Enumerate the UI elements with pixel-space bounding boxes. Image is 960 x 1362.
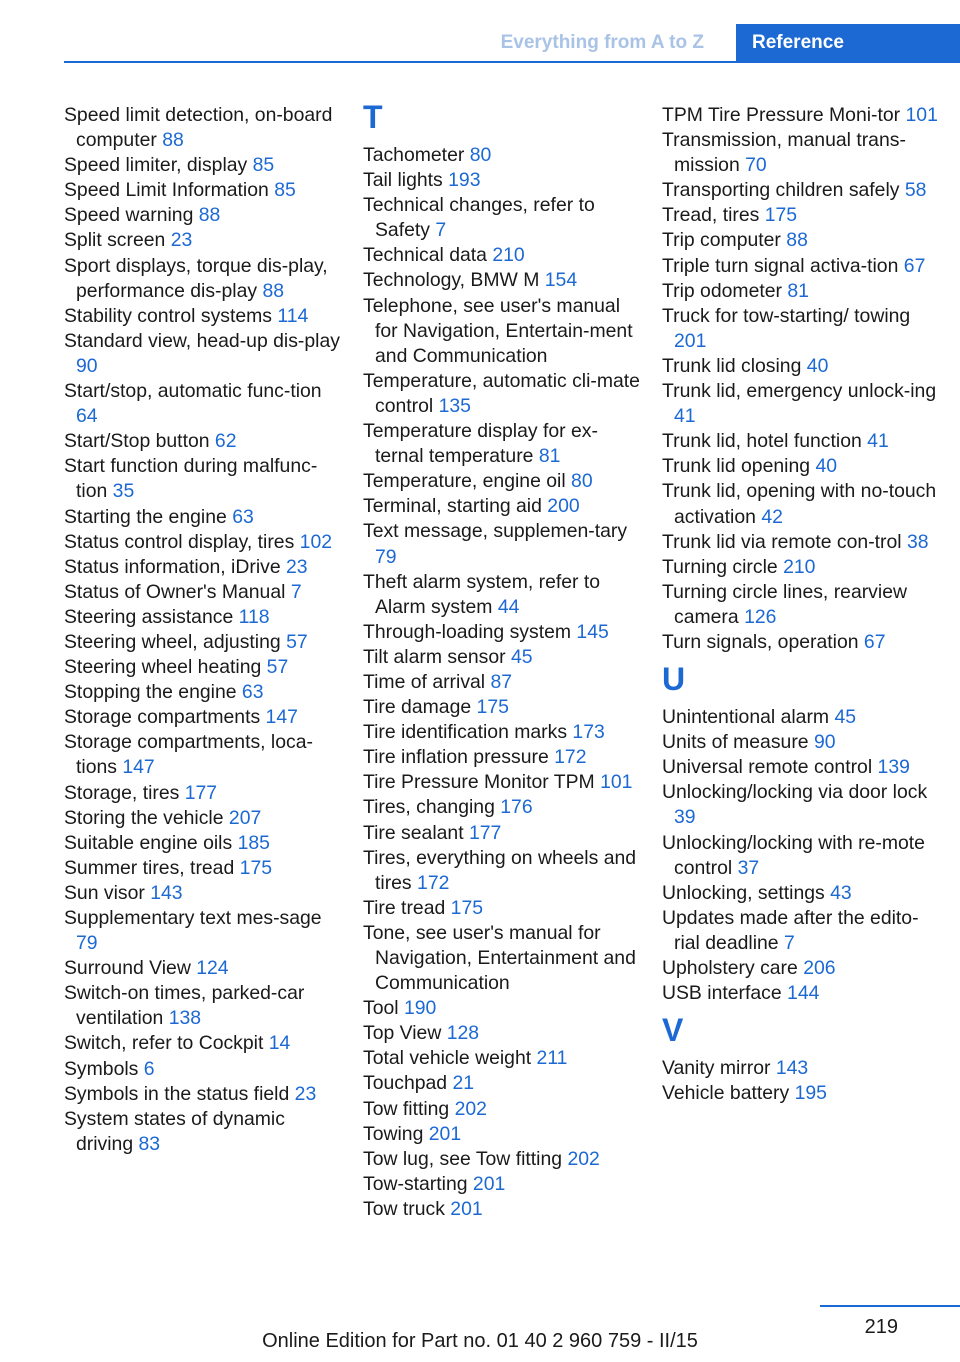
page-reference-link[interactable]: 101 [905, 104, 938, 126]
page-reference-link[interactable]: 14 [268, 1032, 291, 1055]
index-entry [662, 279, 942, 304]
page-reference-link[interactable]: 190 [403, 997, 437, 1020]
index-entry [64, 1057, 344, 1082]
index-term: Tow truck [363, 1197, 445, 1220]
index-list [64, 103, 344, 1157]
index-entry [64, 705, 344, 730]
index-term: Tone, see user's manual for Navigation, Entertainment and Communication [363, 921, 636, 995]
page-reference-link[interactable]: 80 [571, 470, 593, 493]
index-term: Tire sealant [363, 821, 464, 844]
index-entry [662, 203, 942, 228]
page-reference-link[interactable]: 88 [786, 229, 808, 252]
page-reference-link[interactable]: 177 [468, 821, 502, 844]
index-entry [662, 831, 942, 881]
index-term: Status control display, tires [64, 530, 295, 553]
page-reference-link[interactable]: 79 [76, 932, 98, 955]
index-term: Tire identification marks [363, 721, 568, 744]
index-entry [64, 781, 344, 806]
page-reference-link[interactable]: 202 [567, 1147, 600, 1170]
page-reference-link[interactable]: 6 [143, 1057, 155, 1080]
page-reference-link[interactable]: 201 [428, 1122, 462, 1145]
page-reference-link[interactable]: 211 [536, 1047, 568, 1070]
page-reference-link[interactable]: 195 [794, 1082, 827, 1105]
index-entry [662, 254, 942, 279]
page-reference-link[interactable]: 147 [265, 706, 298, 729]
index-entry [662, 705, 942, 730]
index-entry [363, 1172, 643, 1197]
index-entry [363, 645, 643, 670]
index-term: Supplementary text mes-sage [64, 907, 322, 929]
page-reference-link[interactable]: 143 [775, 1057, 809, 1080]
index-term: Unintentional alarm [662, 706, 830, 729]
index-term: Symbols [64, 1057, 139, 1080]
page-reference-link[interactable]: 144 [787, 982, 820, 1005]
page-reference-link[interactable]: 42 [761, 505, 783, 528]
index-term: Trunk lid, emergency unlock-ing [662, 380, 937, 403]
index-entry [363, 695, 643, 720]
index-term: Tires, changing [363, 796, 495, 819]
index-term: Tire tread [363, 896, 446, 919]
index-entry [363, 1021, 643, 1046]
index-term: Time of arrival [363, 670, 486, 693]
index-entry [363, 896, 643, 921]
page-reference-link[interactable]: 37 [737, 856, 760, 879]
index-entry [64, 379, 344, 429]
index-term: TPM Tire Pressure Moni-tor [662, 104, 901, 126]
index-term: Storage, tires [64, 781, 180, 804]
index-entry [363, 519, 643, 569]
page-reference-link[interactable]: 79 [375, 545, 397, 568]
index-term: Tow-starting [363, 1172, 468, 1195]
index-term: Tail lights [363, 169, 443, 192]
page-reference-link[interactable]: 23 [294, 1082, 317, 1105]
index-entry [64, 103, 344, 153]
page-reference-link[interactable]: 118 [238, 605, 270, 628]
page-reference-link[interactable]: 41 [867, 430, 889, 453]
index-term: Steering wheel heating [64, 656, 262, 679]
page-reference-link[interactable]: 40 [806, 354, 829, 377]
page-reference-link[interactable]: 101 [600, 771, 633, 794]
index-term: Tread, tires [662, 204, 760, 227]
index-column-3 [662, 103, 942, 1106]
index-term: Theft alarm system, refer to Alarm system [363, 570, 601, 618]
index-entry [363, 1046, 643, 1071]
index-term: Technical data [363, 244, 487, 267]
index-term: Temperature, engine oil [363, 470, 566, 493]
index-entry [64, 956, 344, 981]
index-entry [662, 530, 942, 555]
index-entry [363, 1122, 643, 1147]
page-reference-link[interactable]: 172 [554, 746, 587, 769]
index-entry [363, 846, 643, 896]
index-list [662, 103, 942, 655]
index-entry [363, 720, 643, 745]
index-term: Switch, refer to Cockpit [64, 1032, 264, 1055]
index-term: Turn signals, operation [662, 630, 859, 653]
index-term: Tire inflation pressure [363, 746, 549, 769]
index-entry [363, 369, 643, 419]
index-term: Trip computer [662, 229, 781, 252]
section-title: Everything from A to Z [500, 32, 704, 53]
index-term: Status of Owner's Manual [64, 580, 286, 603]
index-entry [363, 921, 643, 996]
index-entry [363, 193, 643, 243]
index-term: Stopping the engine [64, 681, 237, 704]
index-entry [662, 630, 942, 655]
page-reference-link[interactable]: 44 [497, 595, 520, 618]
index-term: Transporting children safely [662, 179, 900, 202]
index-letter-u: U [662, 661, 686, 698]
index-term: Technology, BMW M [363, 269, 540, 292]
page-reference-link[interactable]: 41 [674, 405, 696, 428]
index-term: Switch-on times, parked-car ventilation [64, 982, 305, 1030]
index-term: Trip odometer [662, 279, 782, 302]
index-term: Turning circle lines, rearview camera [662, 580, 907, 628]
index-entry [662, 454, 942, 479]
header-rule [64, 61, 960, 63]
page-reference-link[interactable]: 201 [472, 1172, 506, 1195]
index-term: Trunk lid via remote con-trol [662, 530, 902, 553]
page-reference-link[interactable]: 87 [490, 670, 513, 693]
page-reference-link[interactable]: 175 [450, 896, 484, 919]
page-reference-link[interactable]: 185 [237, 831, 270, 854]
page-reference-link[interactable]: 70 [745, 154, 767, 177]
index-entry [64, 680, 344, 705]
index-term: Temperature, automatic cli-mate control [363, 369, 640, 417]
index-term: Unlocking/locking with re-mote control [662, 831, 925, 879]
index-entry [363, 670, 643, 695]
footer-rule [820, 1305, 960, 1307]
index-entry [363, 570, 643, 620]
index-entry [662, 1056, 942, 1081]
index-term: Unlocking, settings [662, 881, 825, 904]
index-entry [64, 329, 344, 379]
index-term: Sun visor [64, 881, 145, 904]
index-term: Temperature display for ex-ternal temperature [363, 420, 598, 468]
page-reference-link[interactable]: 207 [228, 806, 262, 829]
index-term: Start function during malfunc-tion [64, 455, 318, 503]
page-reference-link[interactable]: 177 [184, 781, 218, 804]
index-term: Text message, supplemen-tary [363, 520, 628, 543]
index-term: Top View [363, 1022, 442, 1045]
page-reference-link[interactable]: 175 [476, 696, 509, 719]
page-reference-link[interactable]: 135 [438, 394, 471, 417]
page-reference-link[interactable]: 175 [239, 856, 273, 879]
index-entry [64, 605, 344, 630]
index-entry [64, 831, 344, 856]
page-reference-link[interactable]: 200 [547, 495, 580, 518]
index-term: Tow fitting [363, 1097, 450, 1120]
index-entry [64, 429, 344, 454]
index-entry [363, 1197, 643, 1222]
page-reference-link[interactable]: 81 [538, 445, 561, 468]
index-term: Status information, iDrive [64, 555, 281, 578]
page-reference-link[interactable]: 63 [241, 681, 264, 704]
index-term: USB interface [662, 982, 782, 1005]
page-reference-link[interactable]: 193 [448, 169, 481, 192]
index-term: Truck for tow-starting/ towing [662, 304, 911, 327]
index-entry [64, 228, 344, 253]
page-reference-link[interactable]: 21 [452, 1072, 475, 1095]
index-entry [662, 354, 942, 379]
index-term: Starting the engine [64, 505, 227, 528]
page-reference-link[interactable]: 81 [787, 279, 809, 302]
page-reference-link[interactable]: 85 [252, 154, 275, 177]
index-entry [64, 806, 344, 831]
page-reference-link[interactable]: 210 [492, 244, 525, 267]
index-entry [64, 881, 344, 906]
page-reference-link[interactable]: 80 [469, 144, 492, 166]
page-reference-link[interactable]: 172 [417, 871, 450, 894]
page-reference-link[interactable]: 67 [903, 254, 926, 277]
index-entry [363, 745, 643, 770]
page-reference-link[interactable]: 85 [274, 179, 296, 202]
index-term: Universal remote control [662, 756, 873, 779]
page-reference-link[interactable]: 38 [906, 530, 929, 553]
index-term: Speed limit detection, on-board computer [64, 104, 333, 152]
index-entry [64, 580, 344, 605]
index-term: System states of dynamic driving [64, 1107, 285, 1155]
page-reference-link[interactable]: 7 [783, 931, 795, 954]
index-term: Split screen [64, 229, 166, 252]
page-reference-link[interactable]: 126 [744, 605, 777, 628]
page-reference-link[interactable]: 67 [863, 630, 886, 653]
page-reference-link[interactable]: 64 [76, 405, 98, 428]
page-reference-link[interactable]: 201 [674, 329, 707, 352]
index-entry [662, 103, 942, 128]
page-reference-link[interactable]: 128 [446, 1022, 480, 1045]
index-term: Surround View [64, 957, 191, 980]
index-term: Storing the vehicle [64, 806, 224, 829]
index-term: Total vehicle weight [363, 1047, 532, 1070]
index-entry [662, 228, 942, 253]
index-entry [662, 881, 942, 906]
index-term: Touchpad [363, 1072, 448, 1095]
page-reference-link[interactable]: 35 [112, 480, 135, 503]
index-entry [363, 1147, 643, 1172]
index-term: Tire Pressure Monitor TPM [363, 771, 595, 794]
page-reference-link[interactable]: 45 [510, 645, 533, 668]
index-entry [662, 580, 942, 630]
page-reference-link[interactable]: 7 [435, 219, 447, 242]
page-reference-link[interactable]: 23 [170, 229, 193, 252]
index-entry [662, 780, 942, 830]
page-reference-link[interactable]: 102 [299, 530, 333, 553]
index-term: Through-loading system [363, 620, 572, 643]
page-reference-link[interactable]: 154 [544, 269, 578, 292]
index-term: Unlocking/locking via door lock [662, 781, 928, 804]
index-term: Trunk lid, opening with no-touch activation [662, 480, 937, 528]
page-reference-link[interactable]: 40 [815, 455, 838, 478]
page-reference-link[interactable]: 83 [138, 1132, 161, 1155]
page-reference-link[interactable]: 57 [286, 630, 308, 653]
index-term: Start/Stop button [64, 430, 210, 453]
page-reference-link[interactable]: 202 [454, 1097, 487, 1120]
index-entry [64, 153, 344, 178]
page-reference-link[interactable]: 176 [500, 796, 533, 819]
index-term: Steering assistance [64, 605, 234, 628]
index-term: Tow lug, see Tow fitting [363, 1147, 563, 1170]
index-entry [64, 630, 344, 655]
index-entry [363, 294, 643, 369]
page-reference-link[interactable]: 139 [877, 756, 910, 779]
index-column-1 [64, 103, 344, 1157]
index-term: Speed warning [64, 204, 194, 227]
index-entry [64, 1107, 344, 1157]
page-reference-link[interactable]: 88 [198, 204, 221, 227]
index-entry [363, 469, 643, 494]
page-reference-link[interactable]: 173 [572, 721, 605, 744]
index-term: Trunk lid, hotel function [662, 430, 862, 453]
page-reference-link[interactable]: 39 [674, 806, 696, 829]
index-term: Trunk lid closing [662, 354, 802, 377]
page-reference-link[interactable]: 143 [150, 881, 183, 904]
index-term: Storage compartments [64, 706, 261, 729]
index-entry [662, 730, 942, 755]
page-reference-link[interactable]: 57 [266, 656, 289, 679]
index-entry [363, 770, 643, 795]
index-entry [662, 1081, 942, 1106]
index-entry [363, 143, 643, 168]
index-entry [662, 906, 942, 956]
page-reference-link[interactable]: 138 [168, 1007, 202, 1030]
index-term: Speed limiter, display [64, 154, 248, 177]
index-entry [662, 956, 942, 981]
index-entry [363, 168, 643, 193]
index-entry [363, 243, 643, 268]
page-reference-link[interactable]: 88 [162, 129, 184, 152]
index-letter-t: T [363, 99, 383, 135]
index-entry [64, 981, 344, 1031]
index-term: Tires, everything on wheels and tires [363, 846, 637, 894]
page-reference-link[interactable]: 175 [764, 204, 798, 227]
index-entry [363, 268, 643, 293]
chapter-tab: Reference [736, 24, 960, 62]
index-entry [363, 494, 643, 519]
index-list [662, 705, 942, 1006]
index-term: Sport displays, torque dis-play, performance dis-play [64, 254, 328, 302]
index-letter-v: V [662, 1012, 684, 1049]
index-list [662, 1056, 942, 1106]
index-entry [64, 906, 344, 956]
index-entry [363, 1097, 643, 1122]
index-entry [64, 555, 344, 580]
index-term: Towing [363, 1122, 424, 1145]
index-entry [64, 254, 344, 304]
index-term: Standard view, head-up dis-play [64, 329, 340, 352]
index-entry [64, 730, 344, 780]
index-entry [64, 655, 344, 680]
page-header [0, 0, 960, 64]
page-reference-link[interactable]: 206 [803, 957, 836, 979]
page-reference-link[interactable]: 124 [196, 957, 229, 980]
index-term: Units of measure [662, 731, 809, 754]
index-entry [64, 203, 344, 228]
index-term: Stability control systems [64, 304, 272, 327]
index-term: Vanity mirror [662, 1057, 771, 1080]
index-list [363, 143, 643, 1222]
index-entry [64, 304, 344, 329]
index-entry [363, 821, 643, 846]
page-reference-link[interactable]: 43 [830, 881, 852, 904]
page-reference-link[interactable]: 145 [576, 620, 609, 643]
index-term: Vehicle battery [662, 1082, 790, 1105]
page-reference-link[interactable]: 63 [232, 505, 254, 528]
index-entry [662, 981, 942, 1006]
index-column-2 [363, 99, 643, 1222]
index-entry [662, 555, 942, 580]
index-entry [64, 1031, 344, 1056]
index-term: Telephone, see user's manual for Navigation, Entertain-ment and Communication [363, 294, 633, 367]
index-term: Upholstery care [662, 957, 798, 979]
index-term: Tool [363, 997, 399, 1020]
index-entry [64, 454, 344, 504]
page-reference-link[interactable]: 58 [904, 179, 927, 202]
page-number: 219 [864, 1316, 898, 1338]
index-entry [363, 620, 643, 645]
index-term: Suitable engine oils [64, 831, 233, 854]
index-entry [662, 128, 942, 178]
page-reference-link[interactable]: 62 [214, 430, 237, 453]
index-entry [662, 178, 942, 203]
edition-note: Online Edition for Part no. 01 40 2 960 759 - II/15 [262, 1330, 698, 1352]
page-reference-link[interactable]: 210 [783, 555, 816, 578]
index-entry [363, 996, 643, 1021]
index-term: Technical changes, refer to Safety [363, 194, 595, 242]
index-entry [662, 755, 942, 780]
page-reference-link[interactable]: 23 [286, 555, 308, 578]
page-reference-link[interactable]: 114 [277, 304, 309, 327]
page-reference-link[interactable]: 90 [76, 354, 98, 377]
index-entry [363, 419, 643, 469]
index-term: Speed Limit Information [64, 179, 269, 202]
index-term: Terminal, starting aid [363, 495, 542, 518]
index-term: Tilt alarm sensor [363, 645, 506, 668]
index-entry [64, 856, 344, 881]
index-entry [662, 479, 942, 529]
index-term: Turning circle [662, 555, 778, 578]
index-entry [662, 304, 942, 354]
index-term: Tire damage [363, 696, 472, 719]
index-term: Tachometer [363, 144, 465, 166]
index-term: Start/stop, automatic func-tion [64, 380, 322, 403]
page-reference-link[interactable]: 7 [290, 580, 302, 603]
page-reference-link[interactable]: 45 [834, 706, 857, 729]
index-entry [363, 1071, 643, 1096]
index-entry [64, 530, 344, 555]
index-entry [662, 429, 942, 454]
page-reference-link[interactable]: 201 [450, 1197, 483, 1220]
page-reference-link[interactable]: 90 [813, 731, 836, 754]
index-entry [64, 1082, 344, 1107]
index-entry [363, 795, 643, 820]
index-entry [662, 379, 942, 429]
index-term: Transmission, manual trans-mission [662, 129, 906, 177]
page-reference-link[interactable]: 88 [262, 279, 285, 302]
index-term: Storage compartments, loca-tions [64, 731, 313, 779]
index-term: Summer tires, tread [64, 856, 235, 879]
index-entry [64, 505, 344, 530]
page-reference-link[interactable]: 147 [122, 756, 155, 779]
index-term: Triple turn signal activa-tion [662, 254, 899, 277]
index-term: Trunk lid opening [662, 455, 811, 478]
index-term: Steering wheel, adjusting [64, 630, 281, 653]
index-term: Symbols in the status field [64, 1082, 290, 1105]
index-entry [64, 178, 344, 203]
index-term: Updates made after the edito-rial deadline [662, 906, 919, 954]
